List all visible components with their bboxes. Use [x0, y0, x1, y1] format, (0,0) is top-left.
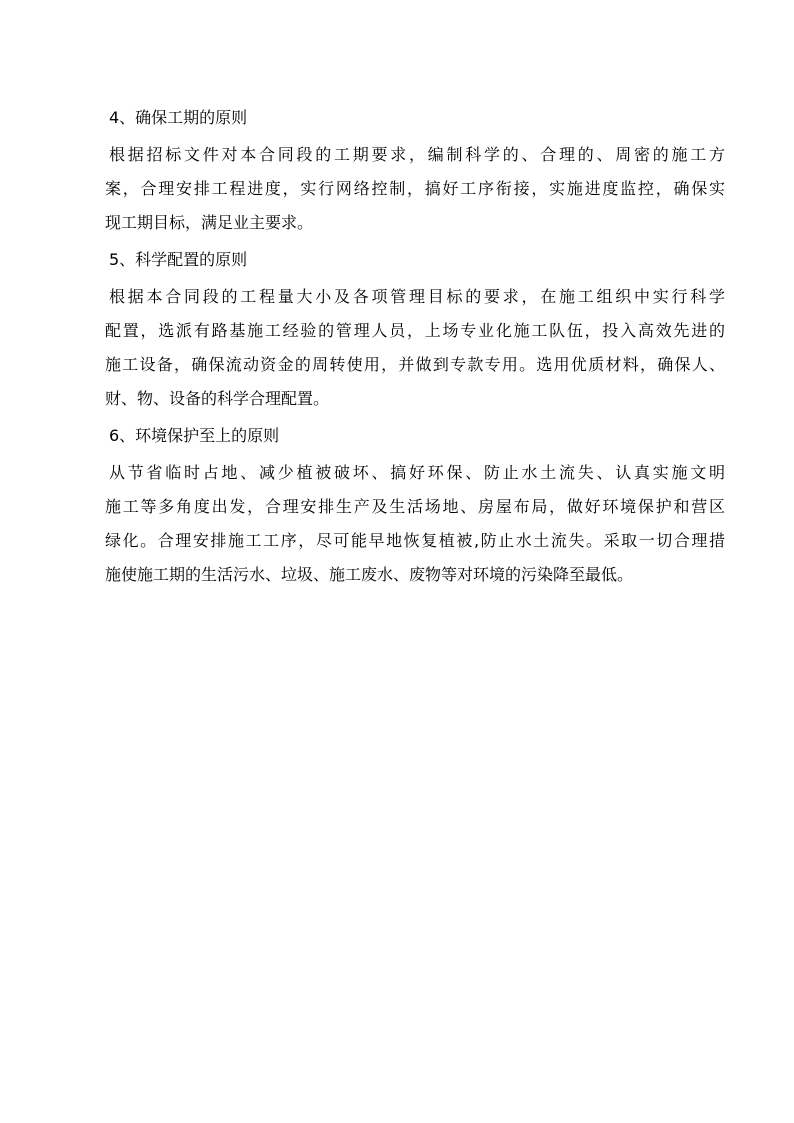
section-schedule-principle	[105, 100, 725, 242]
body-line: 财、物、设备的科学合理配置。	[105, 389, 330, 408]
section-configuration-principle	[105, 242, 725, 418]
body-line: 根据招标文件对本合同段的工期要求，编制科学的、合理的、周密的施工方	[109, 145, 725, 164]
section-heading: 5、科学配置的原则	[109, 250, 248, 269]
body-line: 施工设备，确保流动资金的周转使用，并做到专款专用。选用优质材料，确保人、	[105, 355, 725, 374]
body-line: 配置，选派有路基施工经验的管理人员，上场专业化施工队伍，投入高效先进的	[105, 321, 725, 340]
body-line: 现工期目标，满足业主要求。	[105, 213, 314, 232]
body-line: 根据本合同段的工程量大小及各项管理目标的要求，在施工组织中实行科学	[109, 287, 725, 306]
body-line: 案，合理安排工程进度，实行网络控制，搞好工序衔接，实施进度监控，确保实	[105, 179, 725, 198]
section-environment-principle	[105, 418, 725, 592]
section-heading: 4、确保工期的原则	[109, 108, 248, 127]
section-body	[105, 280, 725, 416]
body-line: 施工等多角度出发，合理安排生产及生活场地、房屋布局，做好环境保护和营区	[105, 497, 725, 516]
document-content	[105, 100, 725, 592]
section-body	[105, 138, 725, 240]
section-heading: 6、环境保护至上的原则	[109, 426, 280, 445]
body-line: 绿化。合理安排施工工序，尽可能早地恢复植被,防止水土流失。采取一切合理措	[105, 531, 725, 550]
body-line: 从节省临时占地、减少植被破坏、搞好环保、防止水土流失、认真实施文明	[109, 463, 725, 482]
section-body	[105, 456, 725, 592]
body-line: 施使施工期的生活污水、垃圾、施工废水、废物等对环境的污染降至最低。	[105, 565, 634, 584]
